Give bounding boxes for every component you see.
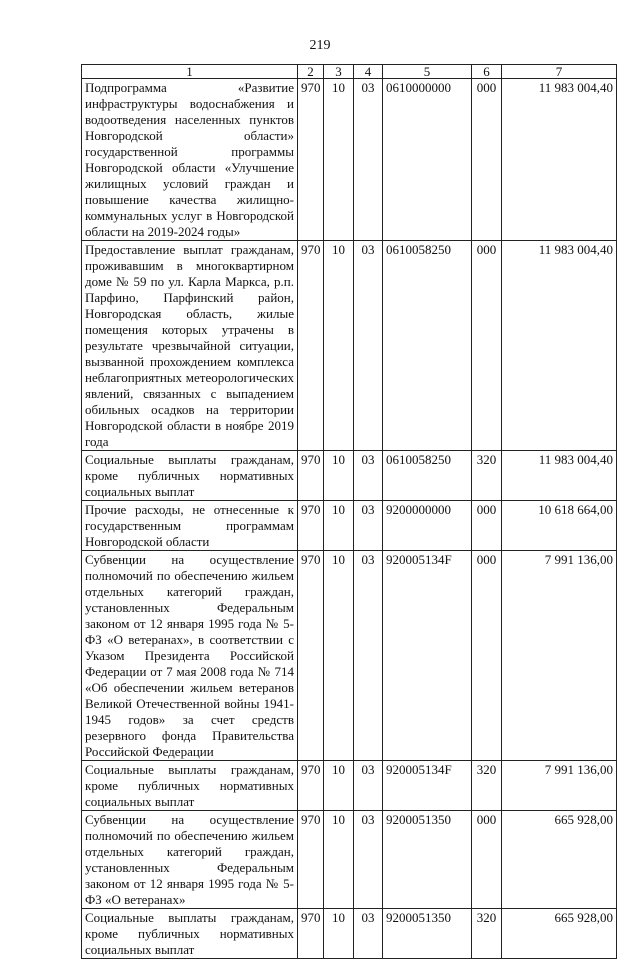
row-amount: 7 991 136,00: [502, 761, 617, 811]
row-amount: 10 618 664,00: [502, 501, 617, 551]
page-number: 219: [309, 38, 331, 53]
row-subsection: 03: [354, 909, 383, 959]
row-type: 320: [472, 761, 502, 811]
table-row: [82, 79, 617, 241]
row-type: 000: [472, 811, 502, 909]
row-type: 320: [472, 451, 502, 501]
row-target: 9200051350: [383, 811, 472, 909]
row-type: 000: [472, 79, 502, 241]
row-section: 10: [324, 79, 354, 241]
row-target: 0610058250: [383, 451, 472, 501]
table-row: [82, 501, 617, 551]
row-subsection: 03: [354, 811, 383, 909]
row-name: Предоставление выплат гражданам, проживавшим в многоквартирном доме № 59 по ул. Карла Маркса, р.п. Парфино, Парфинский район, Новгородская область, жилые помещения которых утрачены в результате чрезвычайной ситуации, вызванной прохождением комплекса неблагоприятных метеорологических явлений, связанных с выпадением обильных осадков на территории Новгородской области в ноябре 2019 года: [82, 241, 298, 451]
row-name: Социальные выплаты гражданам, кроме публичных нормативных социальных выплат: [82, 451, 298, 501]
header-cell: 5: [383, 65, 472, 79]
table-row: [82, 811, 617, 909]
table-row: [82, 909, 617, 959]
header-cell: 1: [82, 65, 298, 79]
row-type: 000: [472, 551, 502, 761]
row-ministry: 970: [298, 761, 324, 811]
row-section: 10: [324, 451, 354, 501]
row-ministry: 970: [298, 909, 324, 959]
header-cell: 3: [324, 65, 354, 79]
row-ministry: 970: [298, 79, 324, 241]
row-subsection: 03: [354, 241, 383, 451]
row-name: Субвенции на осуществление полномочий по обеспечению жильем отдельных категорий граждан, установленных Федеральным законом от 12 января 1995 года № 5-ФЗ «О ветеранах», в соответствии с Указом Президента Российской Федерации от 7 мая 2008 года № 714 «Об обеспечении жильем ветеранов Великой Отечественной войны 1941-1945 годов» за счет средств резервного фонда Правительства Российской Федерации: [82, 551, 298, 761]
row-subsection: 03: [354, 761, 383, 811]
row-subsection: 03: [354, 451, 383, 501]
row-ministry: 970: [298, 551, 324, 761]
row-section: 10: [324, 501, 354, 551]
row-subsection: 03: [354, 501, 383, 551]
row-target: 9200000000: [383, 501, 472, 551]
row-section: 10: [324, 241, 354, 451]
header-cell: 6: [472, 65, 502, 79]
row-amount: 665 928,00: [502, 909, 617, 959]
budget-table: [81, 64, 617, 959]
row-ministry: 970: [298, 811, 324, 909]
row-target: 0610058250: [383, 241, 472, 451]
table-row: [82, 551, 617, 761]
table-row: [82, 451, 617, 501]
row-subsection: 03: [354, 551, 383, 761]
row-ministry: 970: [298, 451, 324, 501]
row-name: Прочие расходы, не отнесенные к государственным программам Новгородской области: [82, 501, 298, 551]
row-ministry: 970: [298, 501, 324, 551]
row-target: 920005134F: [383, 761, 472, 811]
row-type: 000: [472, 241, 502, 451]
row-section: 10: [324, 811, 354, 909]
header-row: [82, 65, 617, 79]
row-name: Подпрограмма «Развитие инфраструктуры водоснабжения и водоотведения населенных пунктов Новгородской области» государственной программы Новгородской области «Улучшение жилищных условий граждан и повышение качества жилищно-коммунальных услуг в Новгородской области на 2019-2024 годы»: [82, 79, 298, 241]
row-amount: 11 983 004,40: [502, 241, 617, 451]
row-target: 9200051350: [383, 909, 472, 959]
row-section: 10: [324, 761, 354, 811]
row-name: Социальные выплаты гражданам, кроме публичных нормативных социальных выплат: [82, 761, 298, 811]
row-amount: 11 983 004,40: [502, 451, 617, 501]
row-amount: 11 983 004,40: [502, 79, 617, 241]
row-amount: 665 928,00: [502, 811, 617, 909]
header-cell: 2: [298, 65, 324, 79]
table-row: [82, 761, 617, 811]
row-ministry: 970: [298, 241, 324, 451]
table-row: [82, 241, 617, 451]
row-type: 320: [472, 909, 502, 959]
row-name: Социальные выплаты гражданам, кроме публичных нормативных социальных выплат: [82, 909, 298, 959]
row-type: 000: [472, 501, 502, 551]
row-amount: 7 991 136,00: [502, 551, 617, 761]
header-cell: 7: [502, 65, 617, 79]
row-subsection: 03: [354, 79, 383, 241]
row-section: 10: [324, 909, 354, 959]
row-target: 920005134F: [383, 551, 472, 761]
row-name: Субвенции на осуществление полномочий по обеспечению жильем отдельных категорий граждан, установленных Федеральным законом от 12 января 1995 года № 5-ФЗ «О ветеранах»: [82, 811, 298, 909]
row-target: 0610000000: [383, 79, 472, 241]
header-cell: 4: [354, 65, 383, 79]
row-section: 10: [324, 551, 354, 761]
